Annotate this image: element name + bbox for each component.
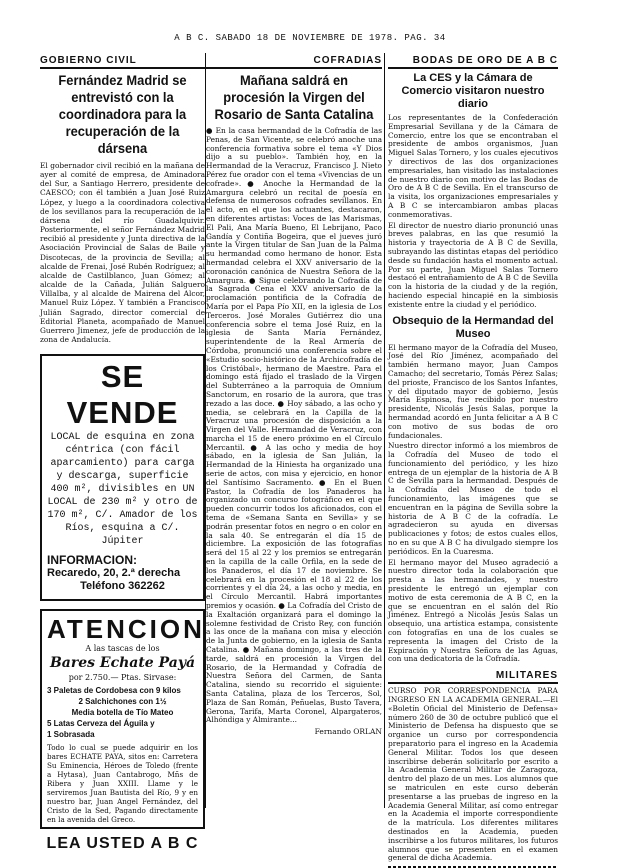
column-cofradias: [206, 53, 382, 813]
article-body: CURSO POR CORRESPONDENCIA PARA INGRESO EN LA ACADEMIA GENERAL.—El «Boletín Oficial del Ministerio de Defensa» número 260 de 30 de octubre publicó que el Ministerio de Defensa ha dispuesto que se organice un curso por correspondencia preparatorio para el ingreso en la Academia General Militar. Todos los que deseen inscribirse deberán solicitarlo por escrito a la Academia General Militar de Zaragoza, dentro del plazo de un mes. Los alumnos que se matriculen en este curso deberán presentarse a las pruebas de ingreso en la Academia General Militar, así como entregar en la Academia el importe correspondiente de la matrícula. Los diferentes militares destinados en la Academia, pueden inscribirse a los futuros militares, los futuros alumnos que se presenten en el examen general de dicha Academia.: [388, 686, 558, 863]
ad-item: 3 Paletas de Cordobesa con 9 kilos: [47, 686, 181, 696]
article-body: El hermano mayor de la Cofradía del Museo, José del Río Jiménez, acompañado del también hermano mayor, Juan Campos Camacho; del secretario, Tomás Pérez Salas; del prioste, Francisco de los Santos Infantes, y del diputado mayor de gobierno, Jesús María Espinosa, fue recibido por nuestro presidente, Nicolás Jesús Salas, porque la hermandad acordó en Junta felicitar a A B C con motivo de sus bodas de oro fundacionales.: [388, 342, 558, 440]
ad-body: Todo lo cual se puede adquirir en los bares ECHATE PAYA, sitos en: Carretera Su Eminencia, Héroes de Toledo (frente a Hytasa), Juan Cantabrogo, Mñs de Ribera y Juan XXIII. Llame y le serviremos Juan Bautista del Río, 9 y en nuestro bar, Juan Angel Fernández, del Cristo de la Sed, Pagando directamente en la avenida del Greco.: [47, 743, 198, 825]
signature: Fernando ORLAN: [314, 727, 382, 737]
article-body: Nuestro director informó a los miembros de la Cofradía del Museo de todo el funcionamiento del periódico, y les hizo entrega de un ejemplar de la historia de A B C de Sevilla para la hermandad. Después de la Cofradía del Museo de todo el funcionamiento, las imágenes que se encuentran en la página de Sevilla sobre la historia de A B C de la cofradía. Le agradecieron su ayuda en diversas publicaciones y fotos; de estos cuales ellos, no en su que A B C ha divulgado siempre los periódicos. En la Cuaresma.: [388, 441, 558, 556]
column-rule: [384, 53, 385, 808]
article-body: El hermano mayor del Museo agradeció a nuestro director toda la colaboración que presta a las hermandades, y nuestro presidente le entregó un ejemplar con motivo de esta ceremonia de A B C, en la que se encuentran en el salón del Río Jiménez. Entregó a Nicolás Jesús Salas un obsequio, una artística estampa, consistente con fotografías en una de los cuales se representa la imagen del Cristo de la Expiración y Nuestra Señora de las Aguas, con una dedicatoria de la Cofradía.: [388, 557, 558, 664]
article-body: ● En la casa hermandad de la Cofradía de las Penas, de San Vicente, se celebró anoche una conferencia formativa sobre el tema «Y Dios dijo a su pueblo». También hoy, en la Hermandad de la Veracruz, Francisco J. Nieto Pérez fue orador con el tema «Vivencias de un cofrade». ● Anoche la Hermandad de la Amargura celebró un recital de poesía en defensa de numerosos cofrades sevillanos. En el acto, en el que los actuantes, destacaron, en diferentes artistas: Voces de las Marismas, El Pali, Ana María Bueno, El Lebrijano, Paco Gandía y Contiña Bogeira, que el jueves juró ante la Virgen titular de San Juan de la Palma su hermandad como hermano de honor. Esta hermandad celebra el XXV aniversario de la coronación canónica de Nuestra Señora de la Amargura. ● Sigue celebrando la Cofradía de la Sagrada Cena el XXV aniversario de la proclamación pontificia de la Cofradía de María por el Papa Pío XII, en la iglesia de Los Terceros. José Morales Gutiérrez dio una conferencia sobre el tema José Ruiz, en la iglesia de Santa María Fernández, superintendente de la Real Armería de Córdoba, pronunció una conferencia sobre el «Estudio socio-histórico de la Archicofradía de los Cristóbal», hermano de Maestre. Para el domingo está fijado el traslado de la Virgen del Subterráneo a la parroquia de Omnium Sanctorum, en rosario de la aurora, que tras rezado a las doce. ● Hoy sábado, a las ocho y media, se celebrará en la Capilla de la Veracruz una procesión de disposición a la Virgen del Valle. Hermandad de Veracruz, con marcha el 15 de enero próximo en el Círculo Mercantil. ● A las ocho y media de hoy sábado, en la iglesia de San Julián, la Hermandad de la Hiniesta ha organizado una serie de actos, con misa y ejercicio, en honor del Santísimo Sacramento. ● En el Buen Pastor, la Cofradía de los Panaderos ha organizado un concurso fotográfico en el que pueden concurrir todos los aficionados, con el tema de «Semana Santa en Sevilla» y se podrán presentar fotos en negro o en color en la sala 40. Se entregarán el día 15 de diciembre. La exposición de las fotografías será del 15 al 22 y los premios se entregarán en la capilla de la calle Orfila, en la sede de los Panaderos, el día 17 de noviembre. Se celebrará en la procesión el 18 al 22 de los corrientes y el día 24, a las ocho y media, en el Círculo Mercantil. Habrá importantes premios y ocasión. ● La Cofradía del Cristo de la Exaltación organizará para el domingo la solemne festividad de Cristo Rey, con función a las once de la mañana con misa y elección de la Junta de gobierno, en la iglesia de Santa Catalina. ● Mañana domingo, a las tres de la tarde, saldrá en procesión la Virgen del Rosario, de la Hermandad y Cofradía de Nuestra Señora del Carmen, de Santa Catalina, siendo su recorrido el siguiente: Santa Catalina, plaza de los Terceros, Sol, Plaza de San Román, Peñuelas, Busto Tavera, Gerona, Tarifa, Marta Coronel, Alpargateros, Alhóndiga y Almirante...: [206, 126, 382, 725]
section-header: MILITARES: [388, 668, 558, 684]
article-body: El director de nuestro diario pronunció unas breves palabras, en las que resumió la historia y trayectoria de A B C de Sevilla, subrayando las distintas etapas del periódico desde su fundación hasta el momento actual. Por su parte, Juan Miguel Salas Tornero destacó el entrañamiento de A B C de Sevilla con la historia de la ciudad y de la región, haciendo especial hincapié en la simbiosis existente entre la ciudad y el periódico.: [388, 220, 558, 309]
headline: Mañana saldrá en procesión la Virgen del Rosario de Santa Catalina: [214, 72, 374, 122]
column-bodas-de-oro: [388, 53, 558, 863]
ad-contact-phone: Teléfono 362262: [80, 580, 165, 593]
ad-body: LOCAL de esquina en zona céntrica (con fácil aparcamiento) para carga y descarga, superficie 400 m², divisibles en UN LOCAL de 230 m² y otro de 170 m², C/. Amador de los Ríos, esquina a C/. Júpiter: [47, 432, 198, 548]
headline: Fernández Madrid se entrevistó con la coordinadora para la recuperación de la dársena: [58, 72, 187, 156]
ad-contact-address: Recaredo, 20, 2.ª derecha: [47, 567, 181, 580]
page-header: A B C. SABADO 18 DE NOVIEMBRE DE 1978. PAG. 34: [174, 33, 446, 43]
ad-bar-name: Bares Echate Payá: [49, 655, 196, 672]
article-body: El gobernador civil recibió en la mañana de ayer al comité de empresa, de Aminadora del Sur, a Santiago Herrero, presidente de CAESCO; con él también a Juan José Ruiz López, y luego a la coordinadora colectiva de los sevillanos para la recuperación de la dársena del río Guadalquivir. Posteriormente, el señor Fernández Madrid recibió al presidente y Junta directiva de la Asociación Provincial de Salas de Baile y Discotecas, de la provincia de Sevilla; al alcalde de Frenai, José Rubén Rodríguez; al alcalde de Castilblanco, Juan Gómez; al alcalde de la Cañada, Julián Salguero Villalba, y al alcalde de Mairena del Alcor, Manuel Ruiz López. Y también a Francisco Julián Sagrado, director comercial de Editorial Planeta, acompañado de Manuel Guerrero Jimenez, jefe de producción de la zona de Andalucía.: [40, 161, 205, 344]
article-body: Los representantes de la Confederación Empresarial Sevillana y de la Cámara de Comercio, entre los que se encontraban el presidente de ambos organismos, Juan Miguel Salas Tornero, y los cuales ejecutivos y directivos de las dos organizaciones empresariales, han visitado las instalaciones de nuestro diario con motivo de las Bodas de Oro de A B C de Sevilla. En el transcurso de la visita, los organizaciones empresariales y A B C se intercambiaron ambas placas conmemorativas.: [388, 113, 558, 219]
ad-item: Media botella de Tío Mateo: [71, 708, 174, 718]
section-header: COFRADIAS: [206, 53, 382, 69]
ad-subtitle: A las tascas de los: [85, 644, 160, 654]
ad-item: 2 Salchichones con 1½: [78, 697, 167, 707]
headline: Obsequio de la Hermandad del Museo: [392, 314, 554, 340]
ad-title: ATENCION: [47, 614, 205, 645]
sevende-ad: [40, 354, 205, 601]
column-gobierno-civil: [40, 53, 205, 853]
ad-title: SE VENDE: [66, 359, 179, 431]
ad-info-label: INFORMACION:: [47, 553, 137, 568]
section-header: GOBIERNO CIVIL: [40, 53, 205, 69]
ad-price: por 2.750.— Ptas. Sirvase:: [68, 673, 177, 683]
footer-slogan: LEA USTED A B C: [46, 835, 199, 853]
section-header: BODAS DE ORO DE A B C: [388, 53, 558, 69]
headline: La CES y la Cámara de Comercio visitaron nuestro diario: [401, 72, 545, 110]
atencion-ad: [40, 609, 205, 829]
ad-item: 1 Sobrasada: [47, 730, 95, 740]
ad-item: 5 Latas Cerveza del Águila y: [47, 719, 155, 729]
